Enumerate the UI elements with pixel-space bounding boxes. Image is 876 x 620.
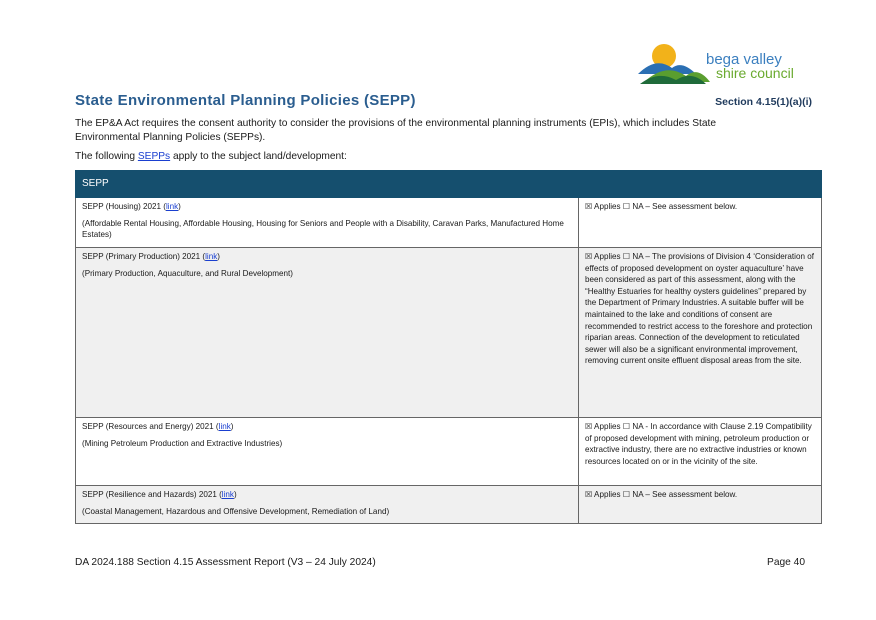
table-row — [76, 248, 822, 418]
table-header: SEPP — [76, 171, 822, 198]
logo-line-1: bega valley — [706, 51, 782, 68]
table-row — [76, 486, 822, 524]
page-title: State Environmental Planning Policies (SEPP) — [75, 92, 416, 109]
sepp-link[interactable]: link — [221, 490, 234, 499]
lead-paragraph — [75, 151, 347, 162]
sepp-assessment: ☒ Applies ☐ NA – The provisions of Division 4 ‘Consideration of effects of proposed development on oyster aquaculture’ have been considered as part of this assessment, along with the “Healthy Estuaries for healthy oysters guidelines” prepared by the Department of Primary Industries. A suitable buffer will be maintained to the lake and conditions of consent are recommended to restrict access to the foreshore and protection riparian areas. Connection of the development to reticulated sewer will also be a significant environmental improvement, removing current onsite effluent disposal areas from the site. — [579, 248, 822, 418]
page-number: Page 40 — [767, 557, 805, 568]
footer-report-ref: DA 2024.188 Section 4.15 Assessment Report (V3 – 24 July 2024) — [75, 557, 376, 568]
page-footer — [75, 557, 805, 568]
sepp-link[interactable]: link — [218, 422, 231, 431]
sepp-name-cell: SEPP (Resilience and Hazards) 2021 (link) (Coastal Management, Hazardous and Offensive Development, Remediation of Land) — [76, 486, 579, 524]
intro-paragraph: The EP&A Act requires the consent authority to consider the provisions of the environmental planning instruments (EPIs), which includes State Environmental Planning Policies (SEPPs). — [75, 118, 717, 143]
table-header-row — [76, 171, 822, 198]
table-row — [76, 198, 822, 248]
sepp-name-cell: SEPP (Resources and Energy) 2021 (link) (Mining Petroleum Production and Extractive Industries) — [76, 418, 579, 486]
sepp-assessment: ☒ Applies ☐ NA – See assessment below. — [579, 198, 822, 248]
section-reference: Section 4.15(1)(a)(i) — [715, 96, 812, 108]
sepp-table — [75, 170, 822, 524]
sepps-link[interactable]: SEPPs — [137, 151, 171, 162]
sepp-link[interactable]: link — [166, 202, 179, 211]
lead-text-after: apply to the subject land/development: — [170, 151, 347, 162]
sepp-subtitle: (Mining Petroleum Production and Extractive Industries) — [82, 438, 283, 448]
sepp-subtitle: (Primary Production, Aquaculture, and Rural Development) — [82, 268, 293, 278]
table-row — [76, 418, 822, 486]
sepp-name: SEPP (Primary Production) 2021 — [82, 252, 201, 261]
sepp-link[interactable]: link — [205, 252, 218, 261]
sepp-subtitle: (Affordable Rental Housing, Affordable Housing, Housing for Seniors and People with a Disability, Caravan Parks, Manufactured Home Estates) — [82, 218, 564, 240]
sepp-name: SEPP (Resilience and Hazards) 2021 — [82, 490, 217, 499]
sepp-assessment: ☒ Applies ☐ NA - In accordance with Clause 2.19 Compatibility of proposed development with mining, petroleum production or extractive industry, there are no extractive industries or known resources located on or in the vicinity of the site. — [579, 418, 822, 486]
sepp-subtitle: (Coastal Management, Hazardous and Offensive Development, Remediation of Land) — [82, 506, 390, 516]
logo-line-2: shire council — [716, 65, 794, 81]
sepp-assessment: ☒ Applies ☐ NA – See assessment below. — [579, 486, 822, 524]
sepp-name: SEPP (Housing) 2021 — [82, 202, 162, 211]
sepp-name: SEPP (Resources and Energy) 2021 — [82, 422, 214, 431]
sepp-name-cell: SEPP (Housing) 2021 (link) (Affordable Rental Housing, Affordable Housing, Housing for Seniors and People with a Disability, Caravan Parks, Manufactured Home Estates) — [76, 198, 579, 248]
council-logo — [636, 40, 816, 90]
lead-text-before: The following — [75, 151, 138, 162]
sepp-name-cell: SEPP (Primary Production) 2021 (link) (Primary Production, Aquaculture, and Rural Development) — [76, 248, 579, 418]
